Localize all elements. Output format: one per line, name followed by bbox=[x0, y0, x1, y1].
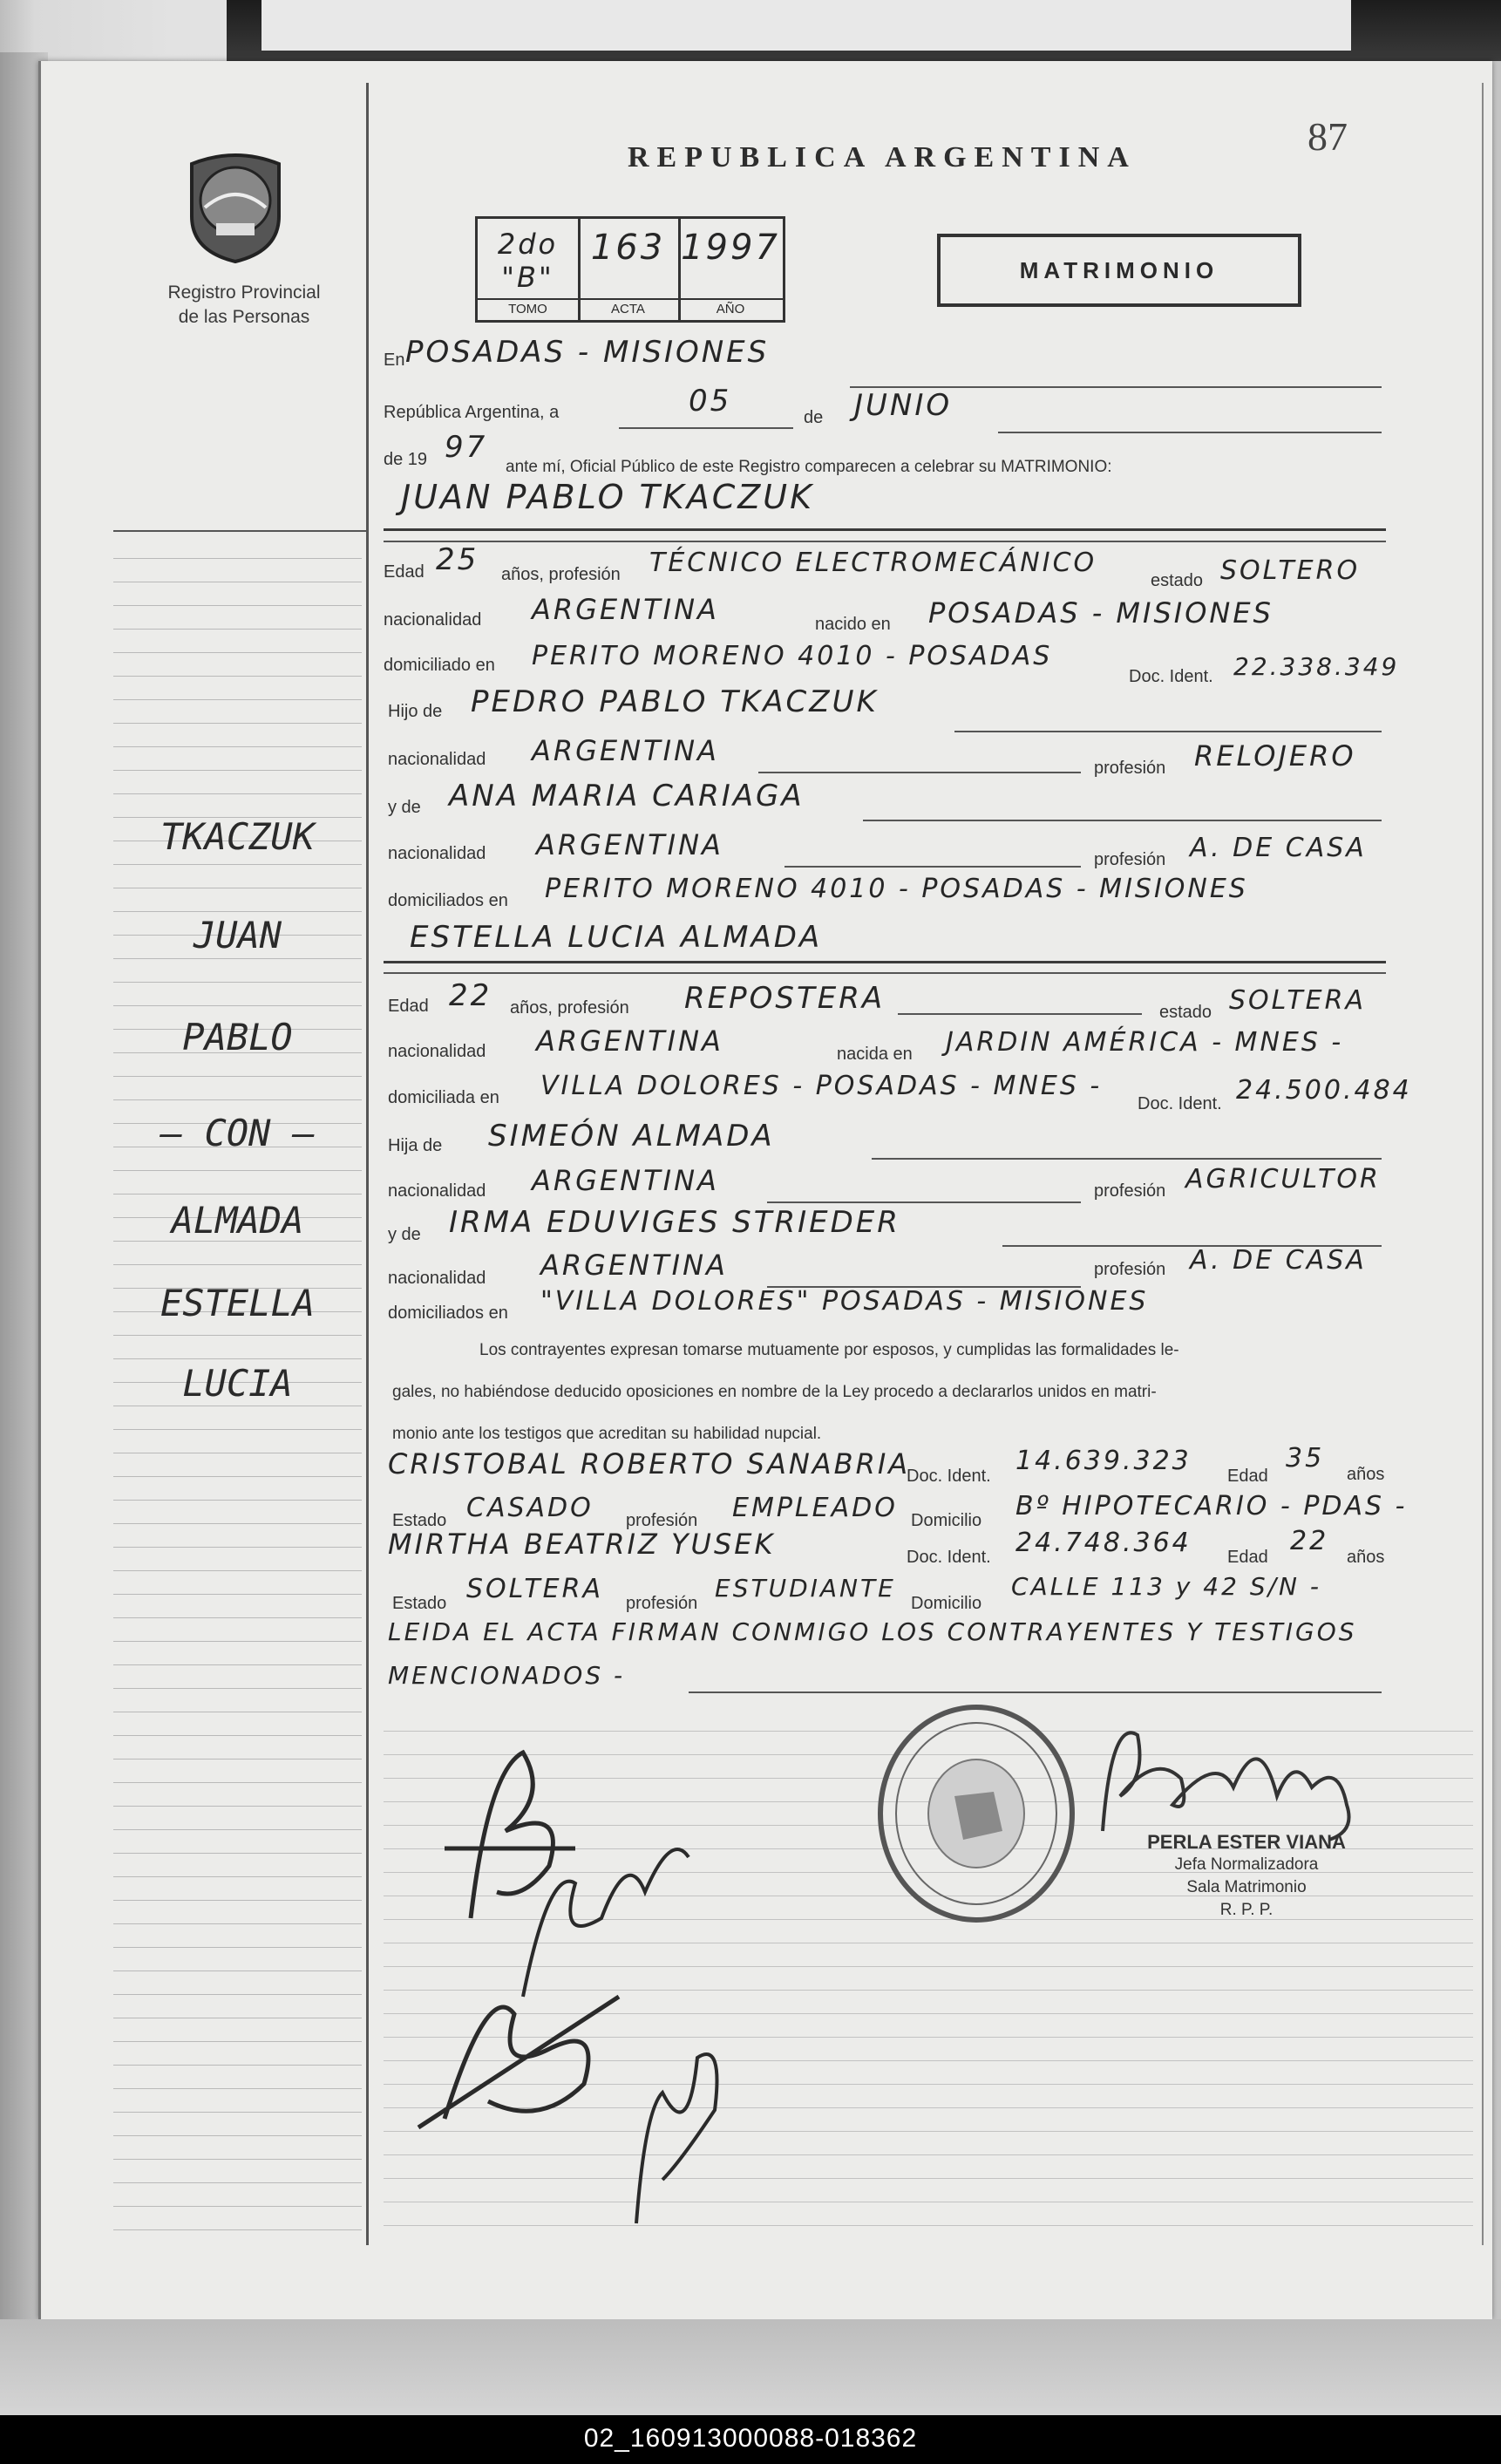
witness1-estado-label: Estado bbox=[392, 1511, 447, 1530]
margin-ruled-line bbox=[113, 770, 362, 771]
groom-domicilio-label: domiciliado en bbox=[384, 656, 495, 675]
ante-text: ante mí, Oficial Público de este Registro comparecen a celebrar su MATRIMONIO: bbox=[506, 458, 1112, 476]
margin-ruled-line bbox=[113, 1829, 362, 1830]
bride-father-nac: ARGENTINA bbox=[532, 1164, 719, 1197]
bride-nacionalidad: ARGENTINA bbox=[536, 1024, 723, 1058]
margin-ruled-line bbox=[113, 2041, 362, 2042]
bride-edad: 22 bbox=[449, 978, 492, 1013]
margin-ruled-line bbox=[113, 2135, 362, 2136]
bride-y-de-label: y de bbox=[388, 1225, 421, 1244]
registry-label bbox=[122, 281, 366, 330]
underline bbox=[954, 731, 1382, 732]
bride-profesion: REPOSTERA bbox=[684, 981, 886, 1016]
record-type-box: MATRIMONIO bbox=[937, 234, 1301, 307]
witness1-anos-label: años bbox=[1347, 1465, 1385, 1484]
image-caption: 02_160913000088-018362 bbox=[583, 2424, 918, 2453]
bride-parents-dom: "VILLA DOLORES" POSADAS - MISIONES bbox=[540, 1286, 1149, 1317]
tomo-value: 2do "B" bbox=[497, 228, 559, 294]
margin-ruled-line bbox=[113, 1429, 362, 1430]
right-rule bbox=[1482, 83, 1484, 2245]
groom-doc: 22.338.349 bbox=[1233, 652, 1400, 681]
underline bbox=[758, 772, 1081, 773]
groom-estado: SOLTERO bbox=[1220, 555, 1361, 586]
witness2-profesion-label: profesión bbox=[626, 1594, 698, 1613]
country-header: REPUBLICA ARGENTINA bbox=[628, 141, 1137, 174]
margin-ruled-line bbox=[113, 1947, 362, 1948]
groom-edad-label: Edad bbox=[384, 562, 424, 582]
provincial-seal-icon bbox=[183, 146, 288, 264]
witness2-doc: 24.748.364 bbox=[1015, 1528, 1192, 1558]
witness1-profesion-label: profesión bbox=[626, 1511, 698, 1530]
margin-ruled-line bbox=[113, 1335, 362, 1336]
bride-father-nac-label: nacionalidad bbox=[388, 1181, 486, 1201]
tomo-label: TOMO bbox=[478, 298, 578, 317]
margin-name-bride-second: LUCIA bbox=[182, 1362, 293, 1405]
groom-name: JUAN PABLO TKACZUK bbox=[401, 478, 815, 516]
formal-line-1: Los contrayentes expresan tomarse mutuamente por esposos, y cumplidas las formalidades le- bbox=[479, 1341, 1179, 1359]
margin-rule bbox=[366, 83, 369, 2245]
groom-doc-label: Doc. Ident. bbox=[1129, 667, 1213, 686]
formal-paragraph bbox=[392, 1330, 1395, 1455]
witness1-domicilio: Bº HIPOTECARIO - PDAS - bbox=[1015, 1491, 1408, 1521]
groom-mother-nac: ARGENTINA bbox=[536, 828, 723, 861]
groom-father-prof-label: profesión bbox=[1094, 759, 1166, 778]
section-rule-secondary bbox=[384, 541, 1386, 542]
bride-father: SIMEÓN ALMADA bbox=[488, 1119, 775, 1154]
groom-anos-profesion-label: años, profesión bbox=[501, 565, 621, 584]
formal-line-2: gales, no habiéndose deducido oposiciones en nombre de la Ley procedo a declararlos unidos en matri- bbox=[392, 1383, 1157, 1401]
bride-nacida: JARDIN AMÉRICA - MNES - bbox=[946, 1027, 1344, 1058]
margin-ruled-line bbox=[113, 1500, 362, 1501]
bride-mother: IRMA EDUVIGES STRIEDER bbox=[449, 1205, 900, 1240]
groom-parents-dom-label: domiciliados en bbox=[388, 891, 508, 910]
bride-parents-dom-label: domiciliados en bbox=[388, 1303, 508, 1323]
underline bbox=[767, 1201, 1081, 1203]
witness2-edad-label: Edad bbox=[1227, 1548, 1268, 1567]
margin-ruled-line bbox=[113, 958, 362, 959]
groom-profesion: TÉCNICO ELECTROMECÁNICO bbox=[649, 548, 1097, 578]
margin-ruled-line bbox=[113, 2206, 362, 2207]
body-ruled-line bbox=[384, 2154, 1473, 2155]
hija-de-label: Hija de bbox=[388, 1136, 443, 1155]
anio-label: AÑO bbox=[678, 298, 783, 317]
groom-father-nac-label: nacionalidad bbox=[388, 750, 486, 769]
section-rule-secondary bbox=[384, 972, 1386, 974]
year-value: 97 bbox=[445, 430, 488, 465]
witness1-estado: CASADO bbox=[466, 1493, 594, 1523]
margin-ruled-line bbox=[113, 982, 362, 983]
margin-name-first: JUAN bbox=[193, 914, 282, 956]
margin-name-connector: — CON — bbox=[160, 1112, 315, 1154]
margin-ruled-line bbox=[113, 793, 362, 794]
margin-ruled-line bbox=[113, 1358, 362, 1359]
witness2-name: MIRTHA BEATRIZ YUSEK bbox=[388, 1528, 776, 1561]
margin-ruled-line bbox=[113, 1523, 362, 1524]
year-prefix: de 19 bbox=[384, 450, 428, 469]
acta-value: 163 bbox=[590, 228, 666, 268]
margin-name-bride-first: ESTELLA bbox=[160, 1282, 315, 1324]
witness2-edad: 22 bbox=[1290, 1526, 1329, 1556]
anio-value: 1997 bbox=[681, 228, 780, 268]
underline bbox=[998, 432, 1382, 433]
official-name: PERLA ESTER VIANA bbox=[1147, 1831, 1346, 1853]
margin-ruled-line bbox=[113, 2159, 362, 2160]
margin-name-second: PABLO bbox=[182, 1016, 293, 1058]
margin-ruled-line bbox=[113, 1099, 362, 1100]
groom-father: PEDRO PABLO TKACZUK bbox=[471, 684, 879, 719]
margin-ruled-line bbox=[113, 1264, 362, 1265]
place-value: POSADAS - MISIONES bbox=[405, 335, 770, 370]
margin-ruled-line bbox=[113, 1735, 362, 1736]
margin-ruled-line bbox=[113, 1194, 362, 1195]
official-block bbox=[1090, 1831, 1403, 1922]
witness2-estado-label: Estado bbox=[392, 1594, 447, 1613]
margin-name-surname: TKACZUK bbox=[160, 815, 315, 858]
bride-edad-label: Edad bbox=[388, 997, 429, 1016]
margin-ruled-line bbox=[113, 1923, 362, 1924]
margin-ruled-line bbox=[113, 652, 362, 653]
de-label: de bbox=[804, 408, 824, 427]
groom-nacido-label: nacido en bbox=[815, 615, 891, 634]
bride-nacida-label: nacida en bbox=[837, 1045, 913, 1064]
margin-ruled-line bbox=[113, 605, 362, 606]
witness2-domicilio: CALLE 113 y 42 S/N - bbox=[1011, 1572, 1321, 1601]
witness1-profesion: EMPLEADO bbox=[732, 1493, 898, 1523]
tomo-cell bbox=[478, 219, 581, 320]
bride-doc: 24.500.484 bbox=[1236, 1075, 1412, 1106]
margin-name-bride-surname: ALMADA bbox=[171, 1199, 304, 1242]
margin-ruled-line bbox=[113, 1853, 362, 1854]
groom-nacionalidad: ARGENTINA bbox=[532, 593, 719, 626]
groom-mother-prof-label: profesión bbox=[1094, 850, 1166, 869]
witness2-domicilio-label: Domicilio bbox=[911, 1594, 982, 1613]
bride-father-prof-label: profesión bbox=[1094, 1181, 1166, 1201]
witness1-edad: 35 bbox=[1286, 1443, 1325, 1474]
underline bbox=[872, 1158, 1382, 1160]
acta-cell bbox=[578, 219, 681, 320]
margin-ruled-line bbox=[113, 2088, 362, 2089]
republica-label: República Argentina, a bbox=[384, 403, 560, 422]
section-rule bbox=[384, 961, 1386, 963]
margin-ruled-line bbox=[113, 1076, 362, 1077]
registry-label-line-2: de las Personas bbox=[178, 307, 310, 327]
closing-line-2: MENCIONADOS - bbox=[388, 1661, 626, 1690]
margin-ruled-line bbox=[113, 1170, 362, 1171]
witness1-doc: 14.639.323 bbox=[1015, 1446, 1192, 1476]
official-round-stamp-icon bbox=[872, 1700, 1081, 1927]
official-title-2: Sala Matrimonio bbox=[1186, 1878, 1307, 1896]
witness2-signature-icon bbox=[610, 2005, 741, 2232]
bride-mother-prof: A. DE CASA bbox=[1190, 1245, 1367, 1276]
margin-ruled-line bbox=[113, 864, 362, 865]
tomo-acta-anio-box bbox=[475, 216, 785, 323]
witness1-doc-label: Doc. Ident. bbox=[907, 1467, 991, 1486]
margin-ruled-line bbox=[113, 2182, 362, 2183]
anio-cell bbox=[678, 219, 783, 320]
binder-page-strip bbox=[261, 0, 1351, 51]
bride-father-prof: AGRICULTOR bbox=[1185, 1164, 1381, 1195]
margin-ruled-line bbox=[113, 911, 362, 912]
witness2-estado: SOLTERA bbox=[466, 1574, 603, 1604]
margin-ruled-line bbox=[113, 2065, 362, 2066]
hijo-de-label: Hijo de bbox=[388, 702, 443, 721]
margin-ruled-line bbox=[113, 1005, 362, 1006]
margin-ruled-line bbox=[113, 1806, 362, 1807]
margin-ruled-line bbox=[113, 558, 362, 559]
underline bbox=[689, 1691, 1382, 1693]
bride-doc-label: Doc. Ident. bbox=[1138, 1094, 1222, 1113]
margin-separator bbox=[113, 530, 366, 532]
groom-nacido: POSADAS - MISIONES bbox=[928, 596, 1273, 630]
groom-father-nac: ARGENTINA bbox=[532, 734, 719, 767]
bride-domicilio: VILLA DOLORES - POSADAS - MNES - bbox=[540, 1071, 1103, 1101]
margin-ruled-line bbox=[113, 629, 362, 630]
groom-mother-nac-label: nacionalidad bbox=[388, 844, 486, 863]
witness2-anos-label: años bbox=[1347, 1548, 1385, 1567]
bride-mother-nac-label: nacionalidad bbox=[388, 1269, 486, 1288]
page-number: 87 bbox=[1307, 114, 1348, 159]
groom-edad: 25 bbox=[436, 542, 479, 577]
bride-anos-profesion-label: años, profesión bbox=[510, 998, 629, 1018]
official-title-1: Jefa Normalizadora bbox=[1174, 1855, 1319, 1874]
bride-mother-prof-label: profesión bbox=[1094, 1260, 1166, 1279]
body-ruled-line bbox=[384, 2178, 1473, 2179]
witness2-doc-label: Doc. Ident. bbox=[907, 1548, 991, 1567]
en-label: En bbox=[384, 351, 405, 370]
margin-ruled-line bbox=[113, 1759, 362, 1760]
margin-ruled-line bbox=[113, 2112, 362, 2113]
groom-estado-label: estado bbox=[1151, 571, 1204, 590]
margin-ruled-line bbox=[113, 746, 362, 747]
groom-father-prof: RELOJERO bbox=[1194, 739, 1356, 773]
margin-ruled-line bbox=[113, 1782, 362, 1783]
margin-ruled-line bbox=[113, 1476, 362, 1477]
groom-nacionalidad-label: nacionalidad bbox=[384, 610, 482, 630]
margin-ruled-line bbox=[113, 1994, 362, 1995]
official-title-3: R. P. P. bbox=[1219, 1901, 1273, 1919]
groom-domicilio: PERITO MORENO 4010 - POSADAS bbox=[532, 641, 1053, 671]
groom-mother: ANA MARIA CARIAGA bbox=[449, 779, 805, 813]
margin-ruled-line bbox=[113, 1876, 362, 1877]
underline bbox=[863, 820, 1382, 821]
witness1-name: CRISTOBAL ROBERTO SANABRIA bbox=[388, 1447, 911, 1480]
bride-estado: SOLTERA bbox=[1229, 985, 1366, 1016]
bride-estado-label: estado bbox=[1159, 1003, 1212, 1022]
underline bbox=[784, 866, 1081, 868]
section-rule bbox=[384, 528, 1386, 531]
bride-mother-nac: ARGENTINA bbox=[540, 1249, 728, 1282]
bride-name: ESTELLA LUCIA ALMADA bbox=[410, 920, 823, 955]
margin-ruled-line bbox=[113, 1664, 362, 1665]
underline bbox=[898, 1013, 1142, 1015]
bride-domicilio-label: domiciliada en bbox=[388, 1088, 499, 1107]
margin-ruled-line bbox=[113, 1617, 362, 1618]
witness2-profesion: ESTUDIANTE bbox=[715, 1574, 896, 1603]
witness1-edad-label: Edad bbox=[1227, 1467, 1268, 1486]
registry-label-line-1: Registro Provincial bbox=[167, 282, 321, 303]
margin-ruled-line bbox=[113, 723, 362, 724]
closing-line-1: LEIDA EL ACTA FIRMAN CONMIGO LOS CONTRAYENTES Y TESTIGOS bbox=[388, 1617, 1357, 1646]
witness1-domicilio-label: Domicilio bbox=[911, 1511, 982, 1530]
margin-ruled-line bbox=[113, 2229, 362, 2230]
margin-ruled-line bbox=[113, 1547, 362, 1548]
margin-ruled-line bbox=[113, 1570, 362, 1571]
margin-ruled-line bbox=[113, 1641, 362, 1642]
groom-mother-prof: A. DE CASA bbox=[1190, 833, 1367, 863]
binder-bottom-edge bbox=[0, 2319, 1501, 2415]
margin-ruled-line bbox=[113, 699, 362, 700]
groom-parents-dom: PERITO MORENO 4010 - POSADAS - MISIONES bbox=[545, 874, 1248, 904]
body-ruled-line bbox=[384, 2225, 1473, 2226]
margin-ruled-line bbox=[113, 676, 362, 677]
margin-ruled-line bbox=[113, 1594, 362, 1595]
underline bbox=[619, 427, 793, 429]
day-value: 05 bbox=[689, 384, 732, 419]
month-value: JUNIO bbox=[854, 388, 953, 423]
acta-label: ACTA bbox=[578, 298, 678, 317]
groom-y-de-label: y de bbox=[388, 798, 421, 817]
bride-nacionalidad-label: nacionalidad bbox=[388, 1042, 486, 1061]
margin-ruled-line bbox=[113, 1900, 362, 1901]
formal-line-3: monio ante los testigos que acreditan su habilidad nupcial. bbox=[392, 1425, 822, 1443]
margin-ruled-line bbox=[113, 1688, 362, 1689]
